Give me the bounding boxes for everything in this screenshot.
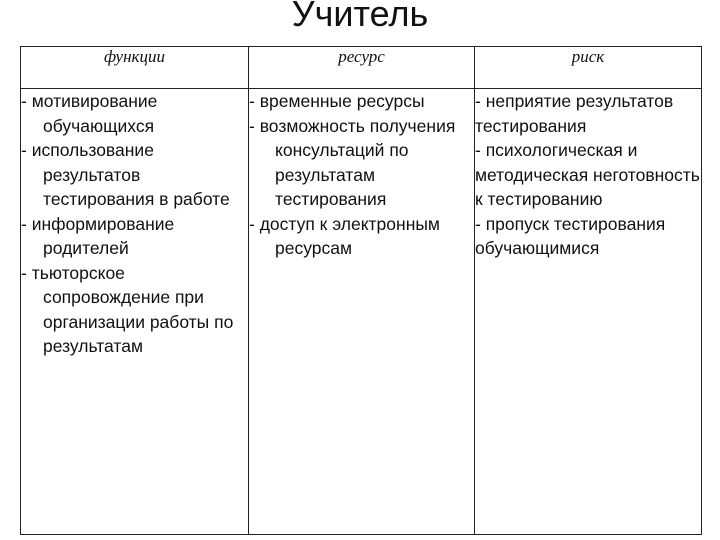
list-item: - использование результатов тестирования в работе [21, 140, 230, 209]
table-header-row [21, 47, 702, 89]
resource-cell [249, 89, 475, 535]
functions-cell [21, 89, 249, 535]
resource-list [249, 89, 474, 261]
list-item: - тьюторское сопровождение при организации работы по результатам [21, 262, 234, 356]
list-item: - временные ресурсы [249, 91, 425, 111]
header-resource: ресурс [249, 47, 475, 89]
list-item: - мотивирование обучающихся [21, 91, 158, 136]
slide-title: Учитель [291, 0, 429, 34]
table-body-row [21, 89, 702, 535]
list-item: - психологическая и методическая неготовность к тестированию [475, 140, 700, 209]
list-item: - возможность получения консультаций по результатам тестирования [249, 115, 456, 209]
roles-table [20, 46, 702, 535]
header-risk: риск [475, 47, 702, 89]
risk-cell [475, 89, 702, 535]
list-item: - пропуск тестирования обучающимися [475, 213, 666, 258]
list-item: - неприятие результатов тестирования [475, 91, 674, 136]
risk-list [475, 89, 701, 261]
list-item: - доступ к электронным ресурсам [249, 213, 440, 258]
list-item: - информирование родителей [21, 213, 175, 258]
header-functions: функции [21, 47, 249, 89]
functions-list [21, 89, 248, 359]
